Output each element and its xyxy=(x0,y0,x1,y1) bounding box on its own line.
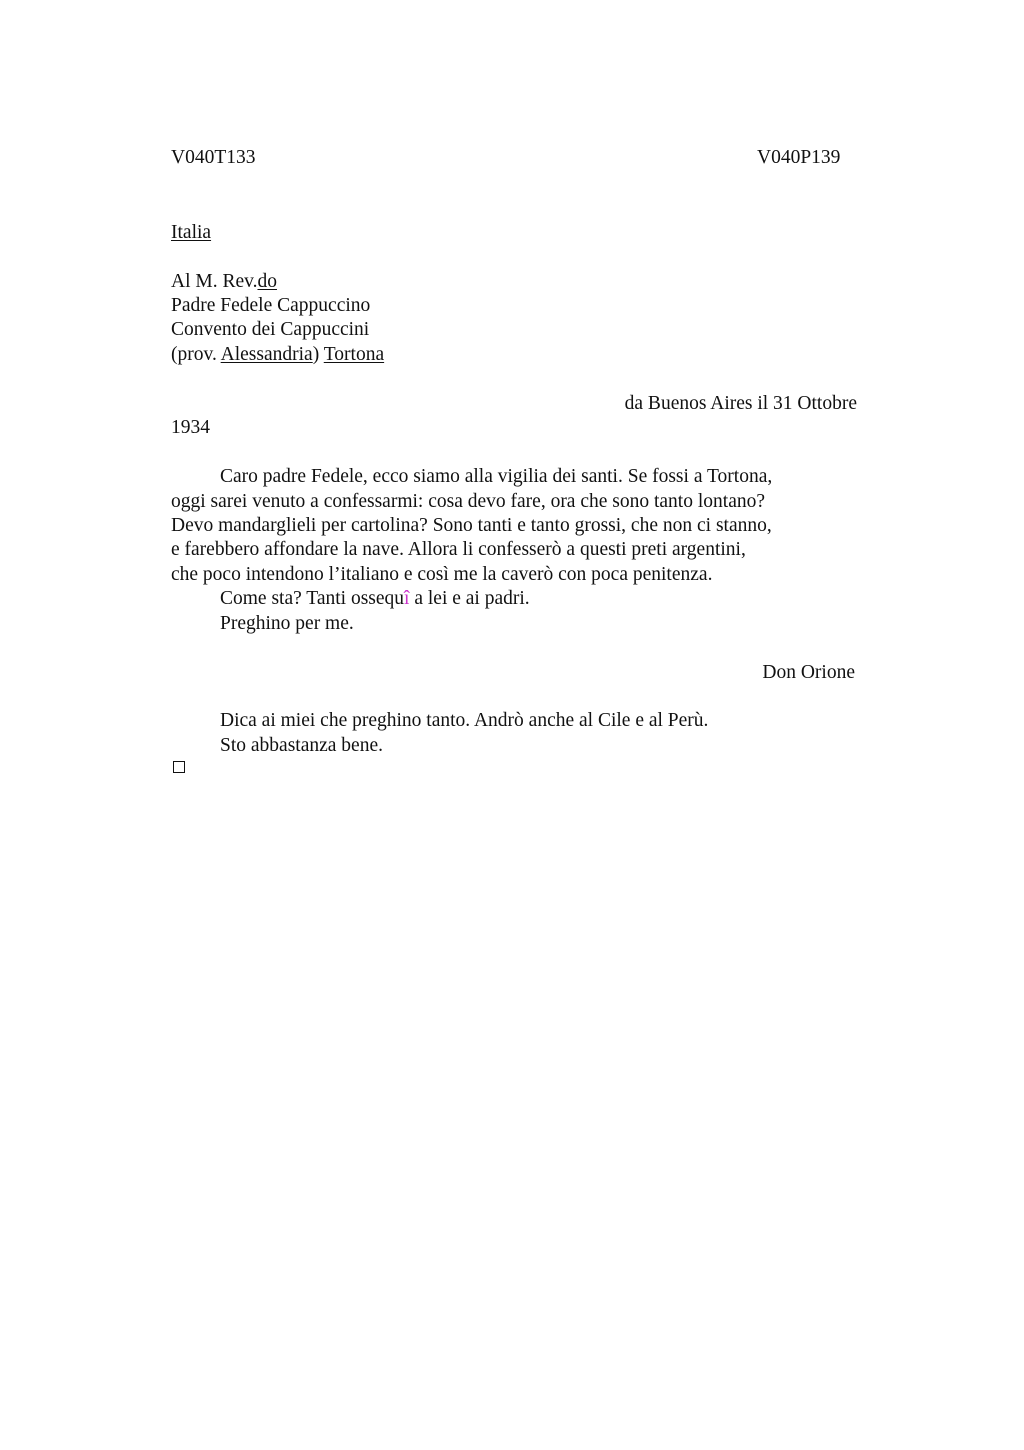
address-title-suffix: do xyxy=(257,271,277,292)
body-line-2: oggi sarei venuto a confessarmi: cosa devo fare, ora che sono tanto lontano? xyxy=(171,491,765,512)
body-line-1: Caro padre Fedele, ecco siamo alla vigilia dei santi. Se fossi a Tortona, xyxy=(220,466,773,487)
address-line-1 xyxy=(171,270,277,294)
dateline: da Buenos Aires il 31 Ottobre xyxy=(624,393,857,414)
greeting-pre: Come sta? Tanti ossequ xyxy=(220,588,405,609)
address-prov-close: ) xyxy=(312,344,324,365)
address-line-2: Padre Fedele Cappuccino xyxy=(171,295,371,316)
greeting-accent-char: î xyxy=(404,588,410,609)
postscript-line-1: Dica ai miei che preghino tanto. Andrò anche al Cile e al Perù. xyxy=(220,710,709,731)
address-line-4 xyxy=(171,343,384,367)
body-line-5: che poco intendono l’italiano e così me la caverò con poca penitenza. xyxy=(171,564,713,585)
document-code-left: V040T133 xyxy=(171,147,256,168)
address-province: Alessandria xyxy=(220,344,313,365)
address-prov-open: (prov. xyxy=(171,344,221,365)
signature: Don Orione xyxy=(762,662,855,683)
body-line-3: Devo mandarglieli per cartolina? Sono tanti e tanto grossi, che non ci stanno, xyxy=(171,515,772,536)
body-prayer: Preghino per me. xyxy=(220,613,354,634)
address-city: Tortona xyxy=(323,344,385,365)
address-country: Italia xyxy=(171,222,212,243)
dateline-year: 1934 xyxy=(171,417,210,438)
greeting-post: a lei e ai padri. xyxy=(409,588,530,609)
body-greeting xyxy=(220,587,530,611)
address-title: Al M. Rev. xyxy=(171,271,258,292)
end-box-icon xyxy=(173,761,185,773)
postscript-line-2: Sto abbastanza bene. xyxy=(220,735,383,756)
body-line-4: e farebbero affondare la nave. Allora li confesserò a questi preti argentini, xyxy=(171,539,746,560)
document-code-right: V040P139 xyxy=(757,147,841,168)
address-line-3: Convento dei Cappuccini xyxy=(171,319,370,340)
